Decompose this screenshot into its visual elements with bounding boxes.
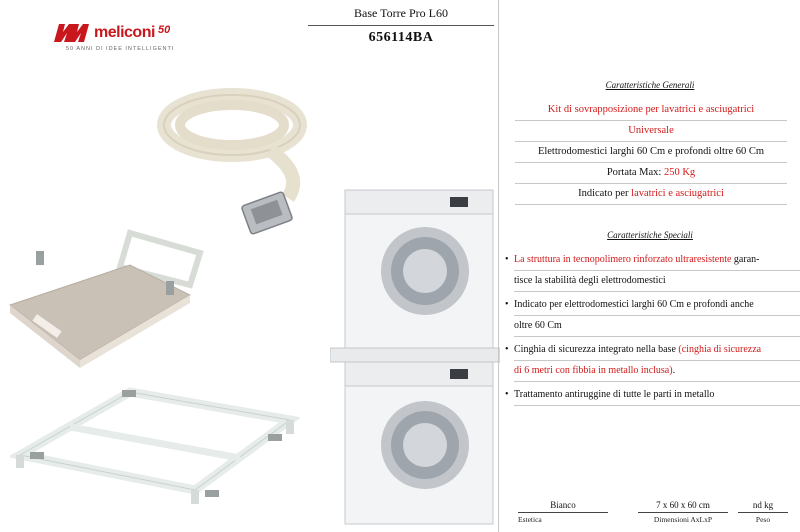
safety-strap-image [150, 70, 330, 250]
features-panel [505, 0, 800, 532]
support-frame-image [10, 380, 300, 520]
peso-value: nd kg [738, 500, 788, 513]
general-row: Universale [515, 121, 787, 142]
special-features-list [505, 250, 800, 409]
list-item: • Cinghia di sicurezza integrato nella base (cinghia di sicurezza di 6 metri con fibbia in metallo inclusa). [505, 340, 800, 382]
general-row: Kit di sovrapposizione per lavatrici e asciugatrici [515, 100, 787, 121]
dimensioni-label: Dimensioni AxLxP [653, 515, 713, 524]
general-row: Portata Max: 250 Kg [515, 163, 787, 184]
anniversary-badge: 50 [158, 24, 171, 36]
list-item: • Indicato per elettrodomestici larghi 60 Cm e profondi anche oltre 60 Cm [505, 295, 800, 337]
dimensioni-value: 7 x 60 x 60 cm [638, 500, 728, 513]
list-item: • La struttura in tecnopolimero rinforzato ultraresistente garan- tisce la stabilità degli elettrodomestici [505, 250, 800, 292]
product-header [308, 4, 494, 46]
general-features-title: Caratteristiche Generali [605, 80, 695, 90]
special-features-title: Caratteristiche Speciali [607, 230, 693, 240]
general-row: Indicato per lavatrici e asciugatrici [515, 184, 787, 205]
estetica-label: Estetica [518, 515, 542, 524]
product-name: Base Torre Pro L60 [308, 4, 494, 26]
peso-label: Peso [755, 515, 771, 524]
brand-name: meliconi [94, 24, 155, 41]
general-row: Elettrodomestici larghi 60 Cm e profondi oltre 60 Cm [515, 142, 787, 163]
column-divider [498, 0, 499, 532]
brand-tagline: 50 ANNI DI IDEE INTELLIGENTI [66, 46, 175, 52]
meliconi-m-icon [54, 24, 90, 42]
meliconi-logo [50, 18, 200, 58]
stacked-washer-dryer-image [330, 185, 500, 530]
base-plate-image [0, 225, 210, 385]
list-item: • Trattamento antiruggine di tutte le parti in metallo [505, 385, 800, 406]
estetica-value: Bianco [518, 500, 608, 513]
product-code: 656114BA [368, 30, 434, 45]
